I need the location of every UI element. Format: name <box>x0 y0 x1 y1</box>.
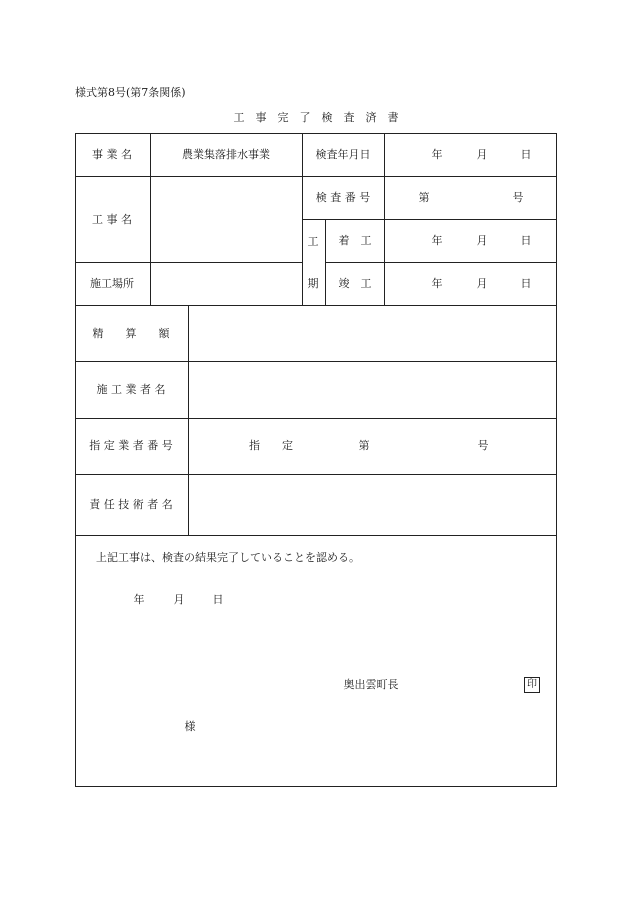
issuer-name: 奥出雲町長 <box>343 678 399 691</box>
designated-suffix: 号 <box>477 439 489 452</box>
honorific: 様 <box>184 720 196 733</box>
completion-label: 竣 工 <box>338 277 372 290</box>
start-label: 着 工 <box>338 234 372 247</box>
inspection-date-label: 検査年月日 <box>315 148 371 161</box>
contractor-label: 施 工 業 者 名 <box>96 383 166 396</box>
work-name-label: 工 事 名 <box>92 213 132 226</box>
engineer-label: 責 任 技 術 者 名 <box>89 498 173 511</box>
designated-prefix: 第 <box>358 439 370 452</box>
seal-mark: 印 <box>524 677 540 693</box>
row-line <box>75 535 557 536</box>
cert-day: 日 <box>212 593 224 606</box>
completion-day: 日 <box>520 277 532 290</box>
col-line <box>325 219 326 305</box>
table-border-bottom <box>75 786 557 787</box>
site-label: 施工場所 <box>90 277 134 290</box>
start-month: 月 <box>476 234 488 247</box>
inspection-date-month: 月 <box>476 148 488 161</box>
row-line <box>75 262 150 263</box>
row-line <box>75 361 557 362</box>
certification-statement: 上記工事は、検査の結果完了していることを認める。 <box>96 551 360 564</box>
inspection-date-year: 年 <box>431 148 443 161</box>
inspection-no-prefix: 第 <box>418 191 430 204</box>
start-day: 日 <box>520 234 532 247</box>
settlement-label: 精 算 額 <box>92 327 170 340</box>
form-number: 様式第8号(第7条関係) <box>75 86 186 99</box>
project-value: 農業集落排水事業 <box>182 148 270 161</box>
col-line <box>302 133 303 305</box>
col-line <box>384 133 385 305</box>
row-line <box>75 305 557 306</box>
completion-year: 年 <box>431 277 443 290</box>
col-line <box>188 305 189 535</box>
inspection-date-day: 日 <box>520 148 532 161</box>
row-line <box>325 262 557 263</box>
row-line <box>302 219 557 220</box>
cert-month: 月 <box>173 593 185 606</box>
completion-month: 月 <box>476 277 488 290</box>
table-border-left <box>75 133 76 786</box>
cert-year: 年 <box>133 593 145 606</box>
inspection-no-label: 検 査 番 号 <box>315 191 371 204</box>
col-line <box>150 133 151 305</box>
row-line <box>75 176 557 177</box>
row-line <box>75 418 557 419</box>
row-line <box>75 474 557 475</box>
designated-no-label: 指 定 業 者 番 号 <box>89 439 173 452</box>
document-title: 工 事 完 了 検 査 済 書 <box>233 111 399 124</box>
period-char-1: 工 <box>307 235 319 248</box>
table-border-right <box>556 133 557 786</box>
period-char-2: 期 <box>307 277 319 290</box>
inspection-no-suffix: 号 <box>512 191 524 204</box>
row-line <box>150 262 302 263</box>
table-border-top <box>75 133 557 134</box>
designated-word: 指 定 <box>249 439 293 452</box>
start-year: 年 <box>431 234 443 247</box>
project-label: 事 業 名 <box>92 148 132 161</box>
